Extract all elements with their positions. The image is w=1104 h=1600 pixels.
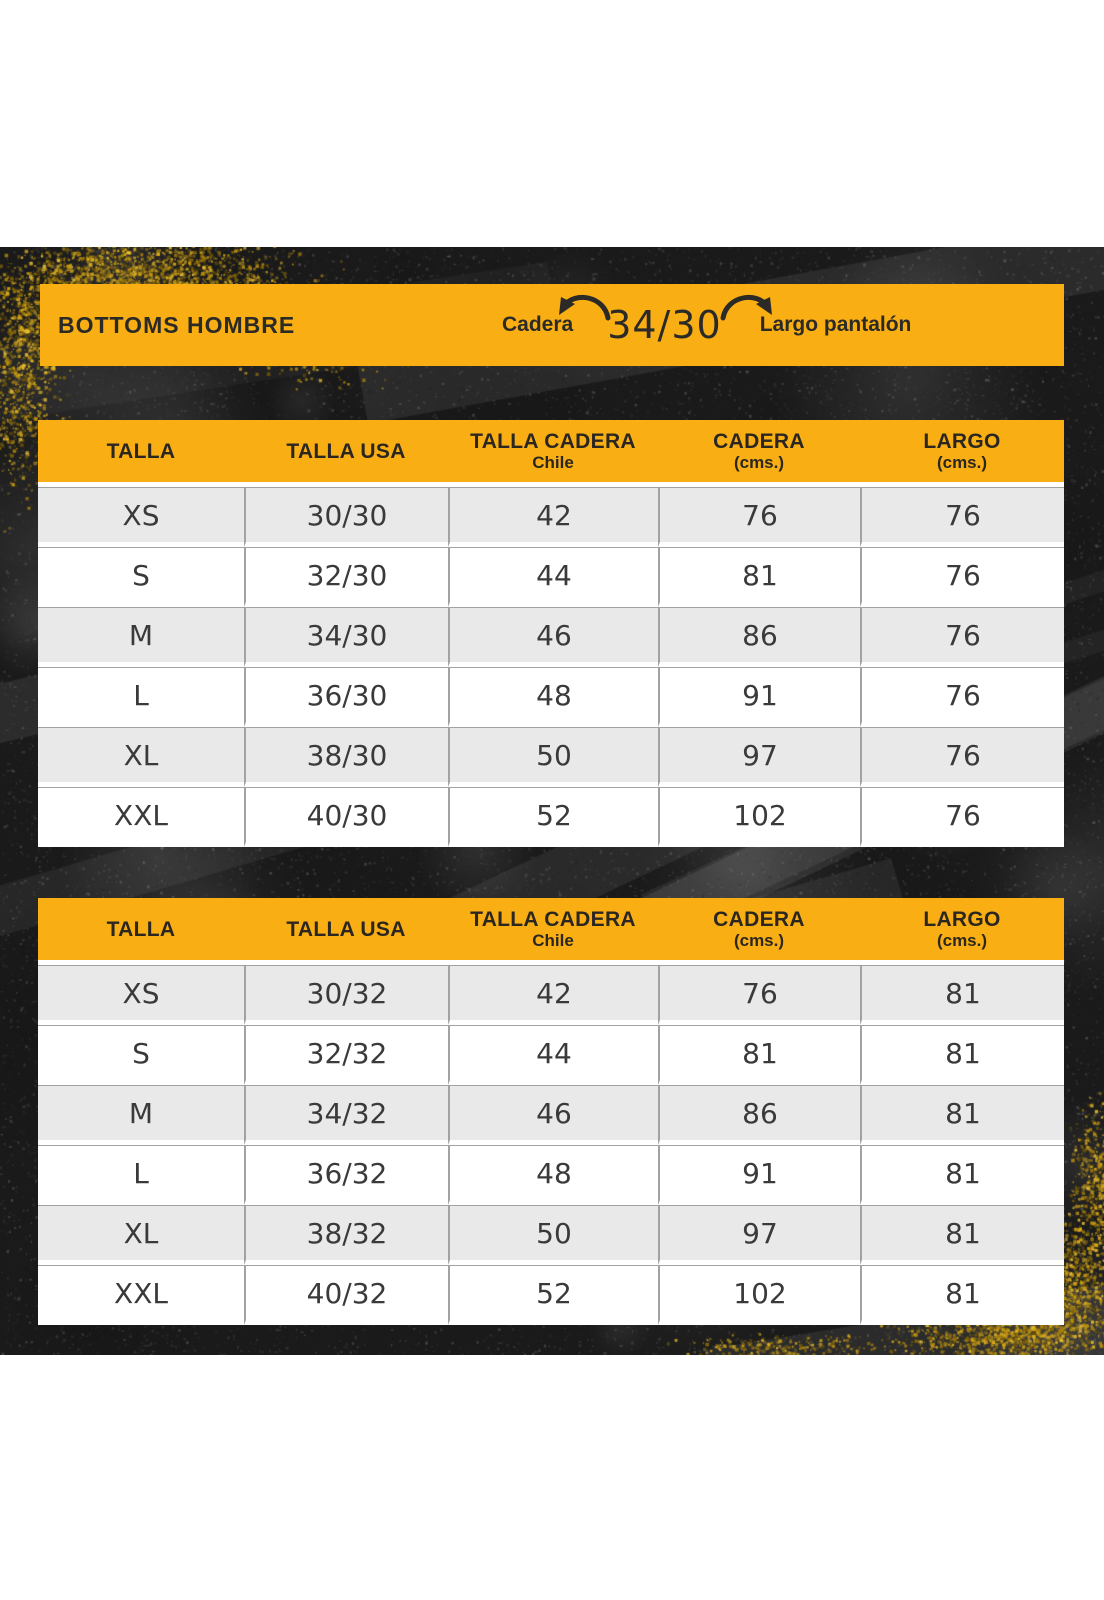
size-cell: 34/32 <box>244 1085 448 1145</box>
size-cell: 44 <box>448 547 658 607</box>
size-cell: 38/30 <box>244 727 448 787</box>
size-cell: 40/32 <box>244 1265 448 1325</box>
size-cell: 76 <box>860 547 1064 607</box>
column-header <box>860 420 1064 487</box>
column-header <box>244 420 448 487</box>
size-cell: 32/32 <box>244 1025 448 1085</box>
size-cell: 44 <box>448 1025 658 1085</box>
column-header-label: TALLA <box>106 439 176 463</box>
size-cell: L <box>38 1145 244 1205</box>
size-cell: 76 <box>658 487 860 547</box>
column-header-label: CADERA <box>713 908 805 931</box>
size-cell: 76 <box>860 607 1064 667</box>
size-cell: M <box>38 607 244 667</box>
size-table-length-32 <box>38 898 1064 1325</box>
column-header <box>38 420 244 487</box>
column-header-label: TALLA <box>106 917 176 941</box>
table-row <box>38 1025 1064 1085</box>
table-row <box>38 787 1064 847</box>
banner <box>40 284 1064 366</box>
column-header-label: LARGO <box>923 430 1001 453</box>
column-header-sublabel: Chile <box>532 931 574 950</box>
measure-guide <box>502 284 911 366</box>
table-row <box>38 667 1064 727</box>
size-cell: 76 <box>658 965 860 1025</box>
column-header <box>658 898 860 965</box>
curved-arrow-right-icon <box>720 289 774 321</box>
size-cell: 36/32 <box>244 1145 448 1205</box>
column-header-label: LARGO <box>923 908 1001 931</box>
column-header <box>448 898 658 965</box>
table-row <box>38 547 1064 607</box>
size-cell: XL <box>38 727 244 787</box>
size-cell: 81 <box>658 1025 860 1085</box>
header-row <box>38 898 1064 965</box>
size-cell: 81 <box>860 1085 1064 1145</box>
column-header-label: TALLA CADERA <box>470 908 636 931</box>
size-cell: 81 <box>658 547 860 607</box>
table-row <box>38 727 1064 787</box>
measure-value: 34/30 <box>607 303 722 347</box>
size-cell: L <box>38 667 244 727</box>
size-cell: 102 <box>658 1265 860 1325</box>
table-row <box>38 965 1064 1025</box>
column-header-label: TALLA USA <box>286 917 406 941</box>
column-header <box>860 898 1064 965</box>
column-header-label: TALLA USA <box>286 439 406 463</box>
size-cell: 91 <box>658 667 860 727</box>
size-cell: 86 <box>658 1085 860 1145</box>
size-cell: 76 <box>860 727 1064 787</box>
size-cell: 30/30 <box>244 487 448 547</box>
table-row <box>38 1085 1064 1145</box>
size-cell: 46 <box>448 607 658 667</box>
size-cell: M <box>38 1085 244 1145</box>
size-cell: 52 <box>448 1265 658 1325</box>
column-header-sublabel: (cms.) <box>936 931 988 950</box>
column-header <box>448 420 658 487</box>
table-row <box>38 1265 1064 1325</box>
size-cell: 52 <box>448 787 658 847</box>
size-cell: S <box>38 547 244 607</box>
column-header <box>38 898 244 965</box>
curved-arrow-left-icon <box>557 289 611 321</box>
size-table-length-30 <box>38 420 1064 847</box>
measure-left-label: Cadera <box>502 313 574 336</box>
size-cell: XXL <box>38 787 244 847</box>
column-header-label: TALLA CADERA <box>470 430 636 453</box>
size-cell: S <box>38 1025 244 1085</box>
size-cell: 81 <box>860 1145 1064 1205</box>
measure-right-label: Largo pantalón <box>759 313 912 336</box>
size-cell: 48 <box>448 1145 658 1205</box>
size-cell: 76 <box>860 487 1064 547</box>
size-cell: 40/30 <box>244 787 448 847</box>
column-header-sublabel: (cms.) <box>936 453 988 472</box>
size-cell: 38/32 <box>244 1205 448 1265</box>
size-cell: 46 <box>448 1085 658 1145</box>
column-header-sublabel: (cms.) <box>733 453 785 472</box>
banner-title: BOTTOMS HOMBRE <box>58 311 296 338</box>
size-cell: XXL <box>38 1265 244 1325</box>
table-row <box>38 1205 1064 1265</box>
column-header <box>244 898 448 965</box>
table-row <box>38 1145 1064 1205</box>
size-cell: 97 <box>658 1205 860 1265</box>
size-cell: 81 <box>860 965 1064 1025</box>
size-cell: 48 <box>448 667 658 727</box>
table-row <box>38 487 1064 547</box>
size-cell: 97 <box>658 727 860 787</box>
size-cell: 34/30 <box>244 607 448 667</box>
size-cell: 50 <box>448 727 658 787</box>
size-cell: XS <box>38 487 244 547</box>
size-cell: 91 <box>658 1145 860 1205</box>
column-header-sublabel: (cms.) <box>733 931 785 950</box>
size-cell: 81 <box>860 1265 1064 1325</box>
header-row <box>38 420 1064 487</box>
table-row <box>38 607 1064 667</box>
column-header-label: CADERA <box>713 430 805 453</box>
size-cell: 81 <box>860 1025 1064 1085</box>
size-cell: 32/30 <box>244 547 448 607</box>
size-cell: 76 <box>860 667 1064 727</box>
size-cell: 81 <box>860 1205 1064 1265</box>
size-cell: 30/32 <box>244 965 448 1025</box>
column-header-sublabel: Chile <box>532 453 574 472</box>
size-cell: 86 <box>658 607 860 667</box>
size-cell: XL <box>38 1205 244 1265</box>
size-cell: 42 <box>448 487 658 547</box>
size-cell: XS <box>38 965 244 1025</box>
size-cell: 36/30 <box>244 667 448 727</box>
size-cell: 76 <box>860 787 1064 847</box>
size-cell: 42 <box>448 965 658 1025</box>
column-header <box>658 420 860 487</box>
size-cell: 102 <box>658 787 860 847</box>
size-cell: 50 <box>448 1205 658 1265</box>
